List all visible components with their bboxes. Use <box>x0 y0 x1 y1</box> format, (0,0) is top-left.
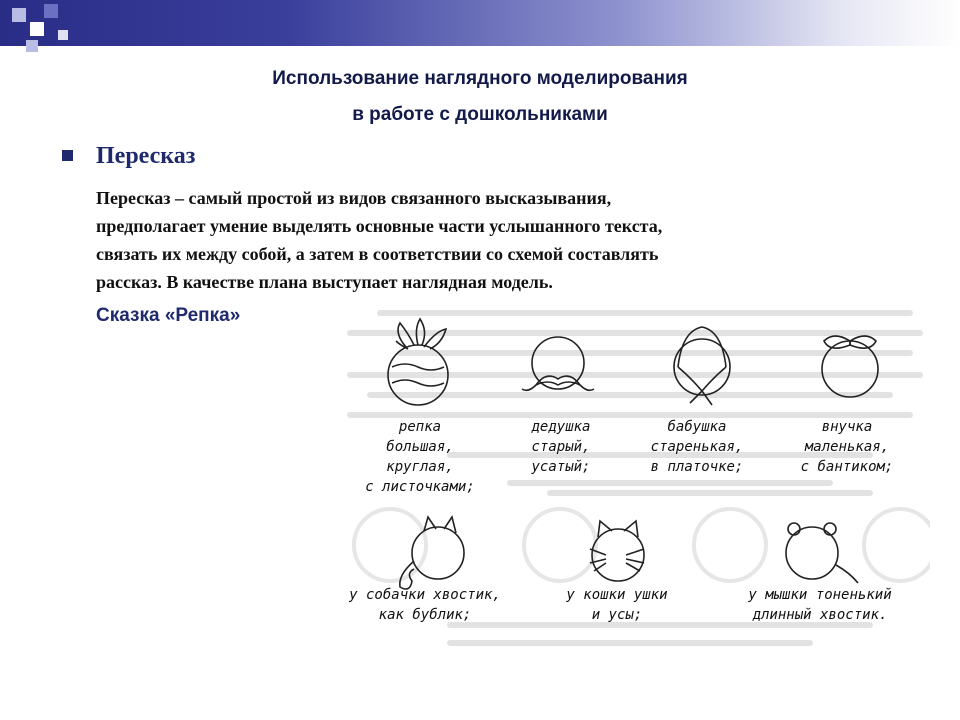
dog-caption: у собачки хвостик, как бублик; <box>349 587 501 623</box>
turnip-caption: репка большая, круглая, с листочками; <box>365 419 475 495</box>
decor-square <box>12 8 26 22</box>
decor-square <box>44 4 58 18</box>
decor-square <box>58 30 68 40</box>
paragraph-line: рассказ. В качестве плана выступает наглядная модель. <box>96 272 553 292</box>
turnip-icon <box>388 319 448 405</box>
grandfather-icon <box>522 337 594 390</box>
grandfather-caption: дедушка старый, усатый; <box>531 419 591 475</box>
paragraph-line: предполагает умение выделять основные части услышанного текста, <box>96 216 663 236</box>
cat-icon <box>590 521 644 581</box>
mouse-caption: у мышки тоненький длинный хвостик. <box>748 587 892 623</box>
slide-title-line-1: Использование наглядного моделирования <box>272 68 688 89</box>
dog-icon <box>400 517 464 589</box>
mouse-icon <box>786 523 858 583</box>
header-gradient-bar <box>0 0 960 46</box>
decor-square <box>30 22 44 36</box>
cat-caption: у кошки ушки и усы; <box>566 587 668 623</box>
grandmother-caption: бабушка старенькая, в платочке; <box>650 419 744 475</box>
grandmother-icon <box>674 327 730 405</box>
fairy-tale-title: Сказка «Репка» <box>96 305 241 326</box>
slide-title-line-2: в работе с дошкольниками <box>352 104 608 125</box>
section-paragraph <box>96 184 876 296</box>
row1-icons <box>310 305 930 435</box>
section-heading: Пересказ <box>96 143 196 169</box>
granddaughter-caption: внучка маленькая, с бантиком; <box>800 419 894 475</box>
granddaughter-icon <box>822 336 878 397</box>
square-bullet-icon <box>62 150 73 161</box>
decor-square <box>26 40 38 52</box>
model-illustration <box>310 305 930 685</box>
paragraph-line: связать их между собой, а затем в соответствии со схемой составлять <box>96 244 659 264</box>
paragraph-line: Пересказ – самый простой из видов связанного высказывания, <box>96 188 612 208</box>
